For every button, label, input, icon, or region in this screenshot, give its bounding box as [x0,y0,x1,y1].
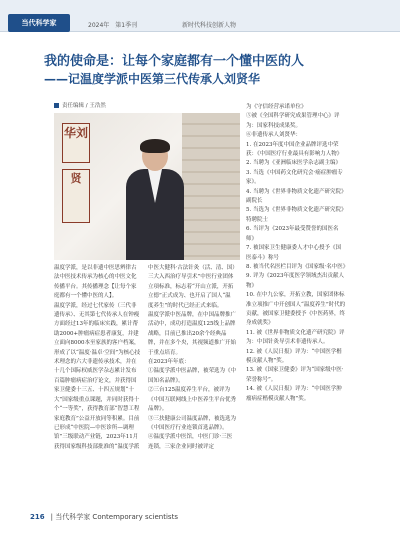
paragraph: 为《守信经营承诺单位》 [246,104,307,110]
body-column-3 [246,103,349,404]
article-title: 我的使命是：让每个家庭都有一个懂中医的人 [44,54,305,69]
paragraph: 中医大健科·古法针灸（活、清、国）三大入西治疗导引术”中医行业团体立项标准，标志着“开山立派，开拓立德”正式成为、也开启了国人“温度养生”的时代已经正式来临。 [148,265,235,309]
paragraph: ⑤被《全国科学研究成果管理中心》评为：国家科技成果奖。 [246,113,340,129]
bookshelf-background [182,113,240,260]
paragraph: 10. 在中九公家，开拓立教，国家团体标准立项推广中开创国人“温度养生”时代的贡献，被国家卫健委授予《中医药界，终身成就奖》 [246,292,346,327]
paragraph: 2. 当聘为《亚洲临床医学杂志副主编》 [246,160,341,167]
paragraph: ⑥非遗传承人刘贤华： [246,132,302,139]
paragraph: ①温度学派中医品牌，被荣选为《中国知名品牌》。 [148,368,237,384]
body-column-1 [54,264,141,452]
editor-text: 责任编辑 / 王浩然 [62,103,106,109]
paragraph: 11. 被《世界非物质文化遗产研究院》评为：中国针灸导引术非遗传承人。 [246,329,345,346]
editor-credit [54,101,106,109]
paragraph: 温度学派，是以非遗中医思辨律古法中医技术传承为核心的中医文化传播平台。其传播理念【让每个家庭都有一个懂中医的人】。 [54,265,137,300]
page-footer [30,512,178,522]
paragraph: 5. 当选为《世界非物质文化遗产研究院》特聘院士 [246,207,344,223]
calligraphy-scroll-2: 贤 [62,169,90,223]
paragraph: 温度学派，经过七代家传（三代非遗传承）、无其第七代传承人在钟瘦方面经过13年的临床实践，累计帮助2000+肿瘤病症患者康复，并建立面向8000本至家族的客户档案，形成了以“温度·温卓·空间”为核心技术理念的六大非遗传承技术，并在十几个国际权威医学杂志累计发布百篇肿瘤病症治疗论文，并获得国家卫健委十三五、十四五规划“十大”国家级重点课题，并同时获得十个“一等奖”，获得教育部“智慧工程家庭教育”公益开放同等积累。目前已形成“中医院—中医诊所—调理馆”三级联动产业链，2023年11月获得国家级科技部批准的“温度学派 [54,302,141,450]
paragraph: 14. 被《人民日报》评为：“中国医学肿瘤病症楷模贡献人物”奖。 [246,386,342,402]
square-bullet-icon [54,103,59,108]
person-figure [126,141,184,260]
column-label: 新时代科技创新人物 [182,22,237,29]
calligraphy-scroll-1: 华刘 [62,123,90,163]
paragraph: 8. 被当代名医栏目评为《国家级·名中医》 [246,263,349,270]
paragraph: 6. 当评为《2023年最受赞誉的国医名师》 [246,226,339,242]
magazine-name: | 当代科学家 Contemporary scientists [50,513,178,521]
body-column-2 [148,264,236,452]
page-header [0,0,400,32]
article-subtitle: ——记温度学派中医第三代传承人刘贤华 [44,72,261,86]
paragraph: ②三台125温度养生平台，被评为《中国互联网线上中医养生平台优秀品牌》。 [148,387,237,413]
paragraph: 温度学派中医品牌，在中国品牌推广活动中，成功打造温度125线上品牌战略，目前已推出20余个经典品牌，并在多个央，其视频道推广开始于重点培育。 [148,312,237,356]
paragraph: 4. 当聘为《世界非物质文化遗产研究院》副院长 [246,188,344,205]
paragraph: ④温度学派中医馆，中医门诊·三医连锁，三家企业同时被评定 [148,434,233,450]
paragraph: ③三扶健康公司温度品牌，被选选为《中国医疗行业连锁首选品牌》。 [148,415,237,431]
page-number: 216 [30,513,45,521]
portrait-photo [54,113,240,260]
paragraph: 9. 评为《2023年度医学领域杰出贡献人物》 [246,273,344,289]
paragraph: 在2023年年底： [148,359,190,366]
magazine-logo: 当代科学家 [8,14,70,32]
paragraph: 13. 被《国家卫健委》评为“国家级中医·荣誉称号”。 [246,367,344,383]
paragraph: 1. 在2023年度中国企业品牌评选中荣获：《中国医疗行业最具有影响力人物》 [246,141,343,158]
paragraph: 3. 当选《中国药文化研究会·癌症肿瘤专家》。 [246,169,343,186]
paragraph: 7. 被国家卫生健康委人才中心授予《国医泰斗》称号 [246,245,341,261]
issue-label: 2024年 第1季刊 [88,22,138,29]
paragraph: 12. 被《人民日报》评为：“中国医学楷模贡献人物”奖。 [246,348,342,364]
